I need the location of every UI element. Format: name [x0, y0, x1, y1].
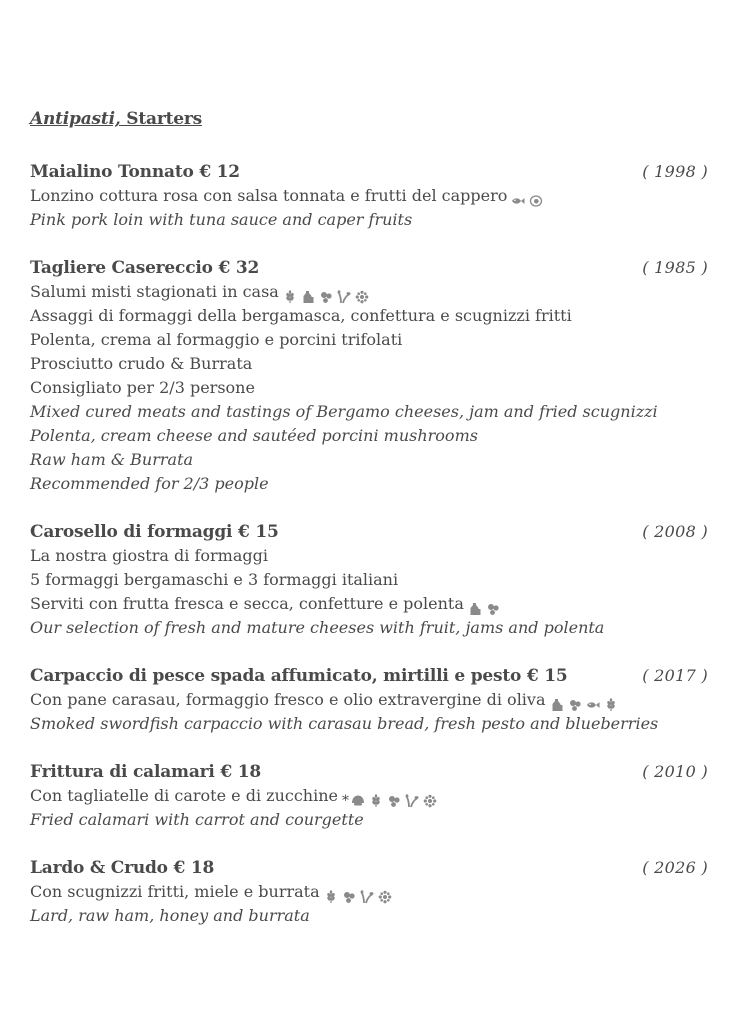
mustard-icon	[378, 890, 392, 904]
menu-item-name: Tagliere Casereccio € 32	[30, 258, 260, 278]
menu-item	[30, 664, 710, 736]
description-text: Assaggi di formaggi della bergamasca, confettura e scugnizzi fritti	[30, 306, 572, 325]
menu-item-english-description: Raw ham & Burrata	[30, 450, 194, 469]
egg-icon	[529, 194, 543, 208]
celery-icon	[360, 890, 374, 904]
milk-icon	[301, 290, 315, 304]
milk-icon	[468, 602, 482, 616]
menu-item	[30, 256, 710, 496]
allergen-icons	[283, 285, 373, 301]
nut-icon	[568, 698, 582, 712]
fish-icon	[586, 698, 600, 712]
menu-item-description	[30, 304, 710, 328]
description-text: Con scugnizzi fritti, miele e burrata	[30, 882, 320, 901]
menu-item-header	[30, 256, 710, 280]
nut-icon	[342, 890, 356, 904]
wheat-icon	[324, 890, 338, 904]
menu-item-english-description: Smoked swordfish carpaccio with carasau bread, fresh pesto and blueberries	[30, 714, 659, 733]
fish-icon	[511, 194, 525, 208]
allergen-icons	[342, 789, 441, 809]
wheat-icon	[604, 698, 618, 712]
menu-item-header	[30, 664, 710, 688]
menu-item-english-description: Recommended for 2/3 people	[30, 474, 269, 493]
menu-item-description	[30, 376, 710, 400]
menu-item-year: ( 2008 )	[642, 522, 708, 541]
menu-item-description	[30, 352, 710, 376]
mustard-icon	[355, 290, 369, 304]
allergen-icons	[511, 189, 547, 205]
section-title	[30, 108, 710, 130]
menu-item-year: ( 2010 )	[642, 762, 708, 781]
celery-icon	[405, 794, 419, 808]
menu-item-description	[30, 280, 710, 304]
menu-item-name: Carosello di formaggi € 15	[30, 522, 279, 542]
menu-item-english-description: Polenta, cream cheese and sautéed porcini mushrooms	[30, 426, 478, 445]
menu-item-english-description: Mixed cured meats and tastings of Bergamo cheeses, jam and fried scugnizzi	[30, 402, 658, 421]
menu-item-year: ( 1998 )	[642, 162, 708, 181]
frozen-star-mark: *	[342, 793, 349, 809]
menu-item-name: Carpaccio di pesce spada affumicato, mirtilli e pesto € 15	[30, 666, 568, 686]
menu-item-year: ( 2017 )	[642, 666, 708, 685]
allergen-icons	[468, 597, 504, 613]
menu-item-description	[30, 592, 710, 616]
description-text: 5 formaggi bergamaschi e 3 formaggi italiani	[30, 570, 399, 589]
description-text: La nostra giostra di formaggi	[30, 546, 268, 565]
menu-item-english-description: Fried calamari with carrot and courgette	[30, 810, 364, 829]
menu-item-description	[30, 328, 710, 352]
section-title-english: Starters	[120, 109, 202, 129]
description-text: Salumi misti stagionati in casa	[30, 282, 279, 301]
menu-item-header	[30, 856, 710, 880]
milk-icon	[550, 698, 564, 712]
nut-icon	[319, 290, 333, 304]
menu-item-header	[30, 520, 710, 544]
menu-item-header	[30, 160, 710, 184]
description-text: Serviti con frutta fresca e secca, confetture e polenta	[30, 594, 464, 613]
menu-item-description	[30, 568, 710, 592]
description-text: Lonzino cottura rosa con salsa tonnata e frutti del cappero	[30, 186, 508, 205]
wheat-icon	[369, 794, 383, 808]
menu-item-english-description: Lard, raw ham, honey and burrata	[30, 906, 310, 925]
menu-item-description	[30, 880, 710, 904]
nut-icon	[486, 602, 500, 616]
allergen-icons	[324, 885, 396, 901]
mustard-icon	[423, 794, 437, 808]
menu-page	[30, 108, 710, 952]
description-text: Con tagliatelle di carote e di zucchine	[30, 786, 338, 805]
description-text: Prosciutto crudo & Burrata	[30, 354, 253, 373]
menu-item	[30, 160, 710, 232]
menu-item-description	[30, 784, 710, 808]
menu-items-list	[30, 160, 710, 928]
menu-item	[30, 760, 710, 832]
menu-item	[30, 856, 710, 928]
menu-item	[30, 520, 710, 640]
menu-item-description	[30, 688, 710, 712]
description-text: Consigliato per 2/3 persone	[30, 378, 255, 397]
menu-item-year: ( 1985 )	[642, 258, 708, 277]
menu-item-english-description: Our selection of fresh and mature cheeses with fruit, jams and polenta	[30, 618, 605, 637]
allergen-icons	[550, 693, 622, 709]
menu-item-description	[30, 184, 710, 208]
description-text: Con pane carasau, formaggio fresco e olio extravergine di oliva	[30, 690, 546, 709]
mollusc-icon	[351, 794, 365, 808]
celery-icon	[337, 290, 351, 304]
menu-item-english-description: Pink pork loin with tuna sauce and caper fruits	[30, 210, 413, 229]
menu-item-name: Frittura di calamari € 18	[30, 762, 261, 782]
menu-item-header	[30, 760, 710, 784]
section-title-italian: Antipasti,	[30, 109, 121, 129]
wheat-icon	[283, 290, 297, 304]
menu-item-name: Lardo & Crudo € 18	[30, 858, 215, 878]
menu-item-year: ( 2026 )	[642, 858, 708, 877]
description-text: Polenta, crema al formaggio e porcini trifolati	[30, 330, 403, 349]
menu-item-name: Maialino Tonnato € 12	[30, 162, 240, 182]
menu-item-description	[30, 544, 710, 568]
nut-icon	[387, 794, 401, 808]
